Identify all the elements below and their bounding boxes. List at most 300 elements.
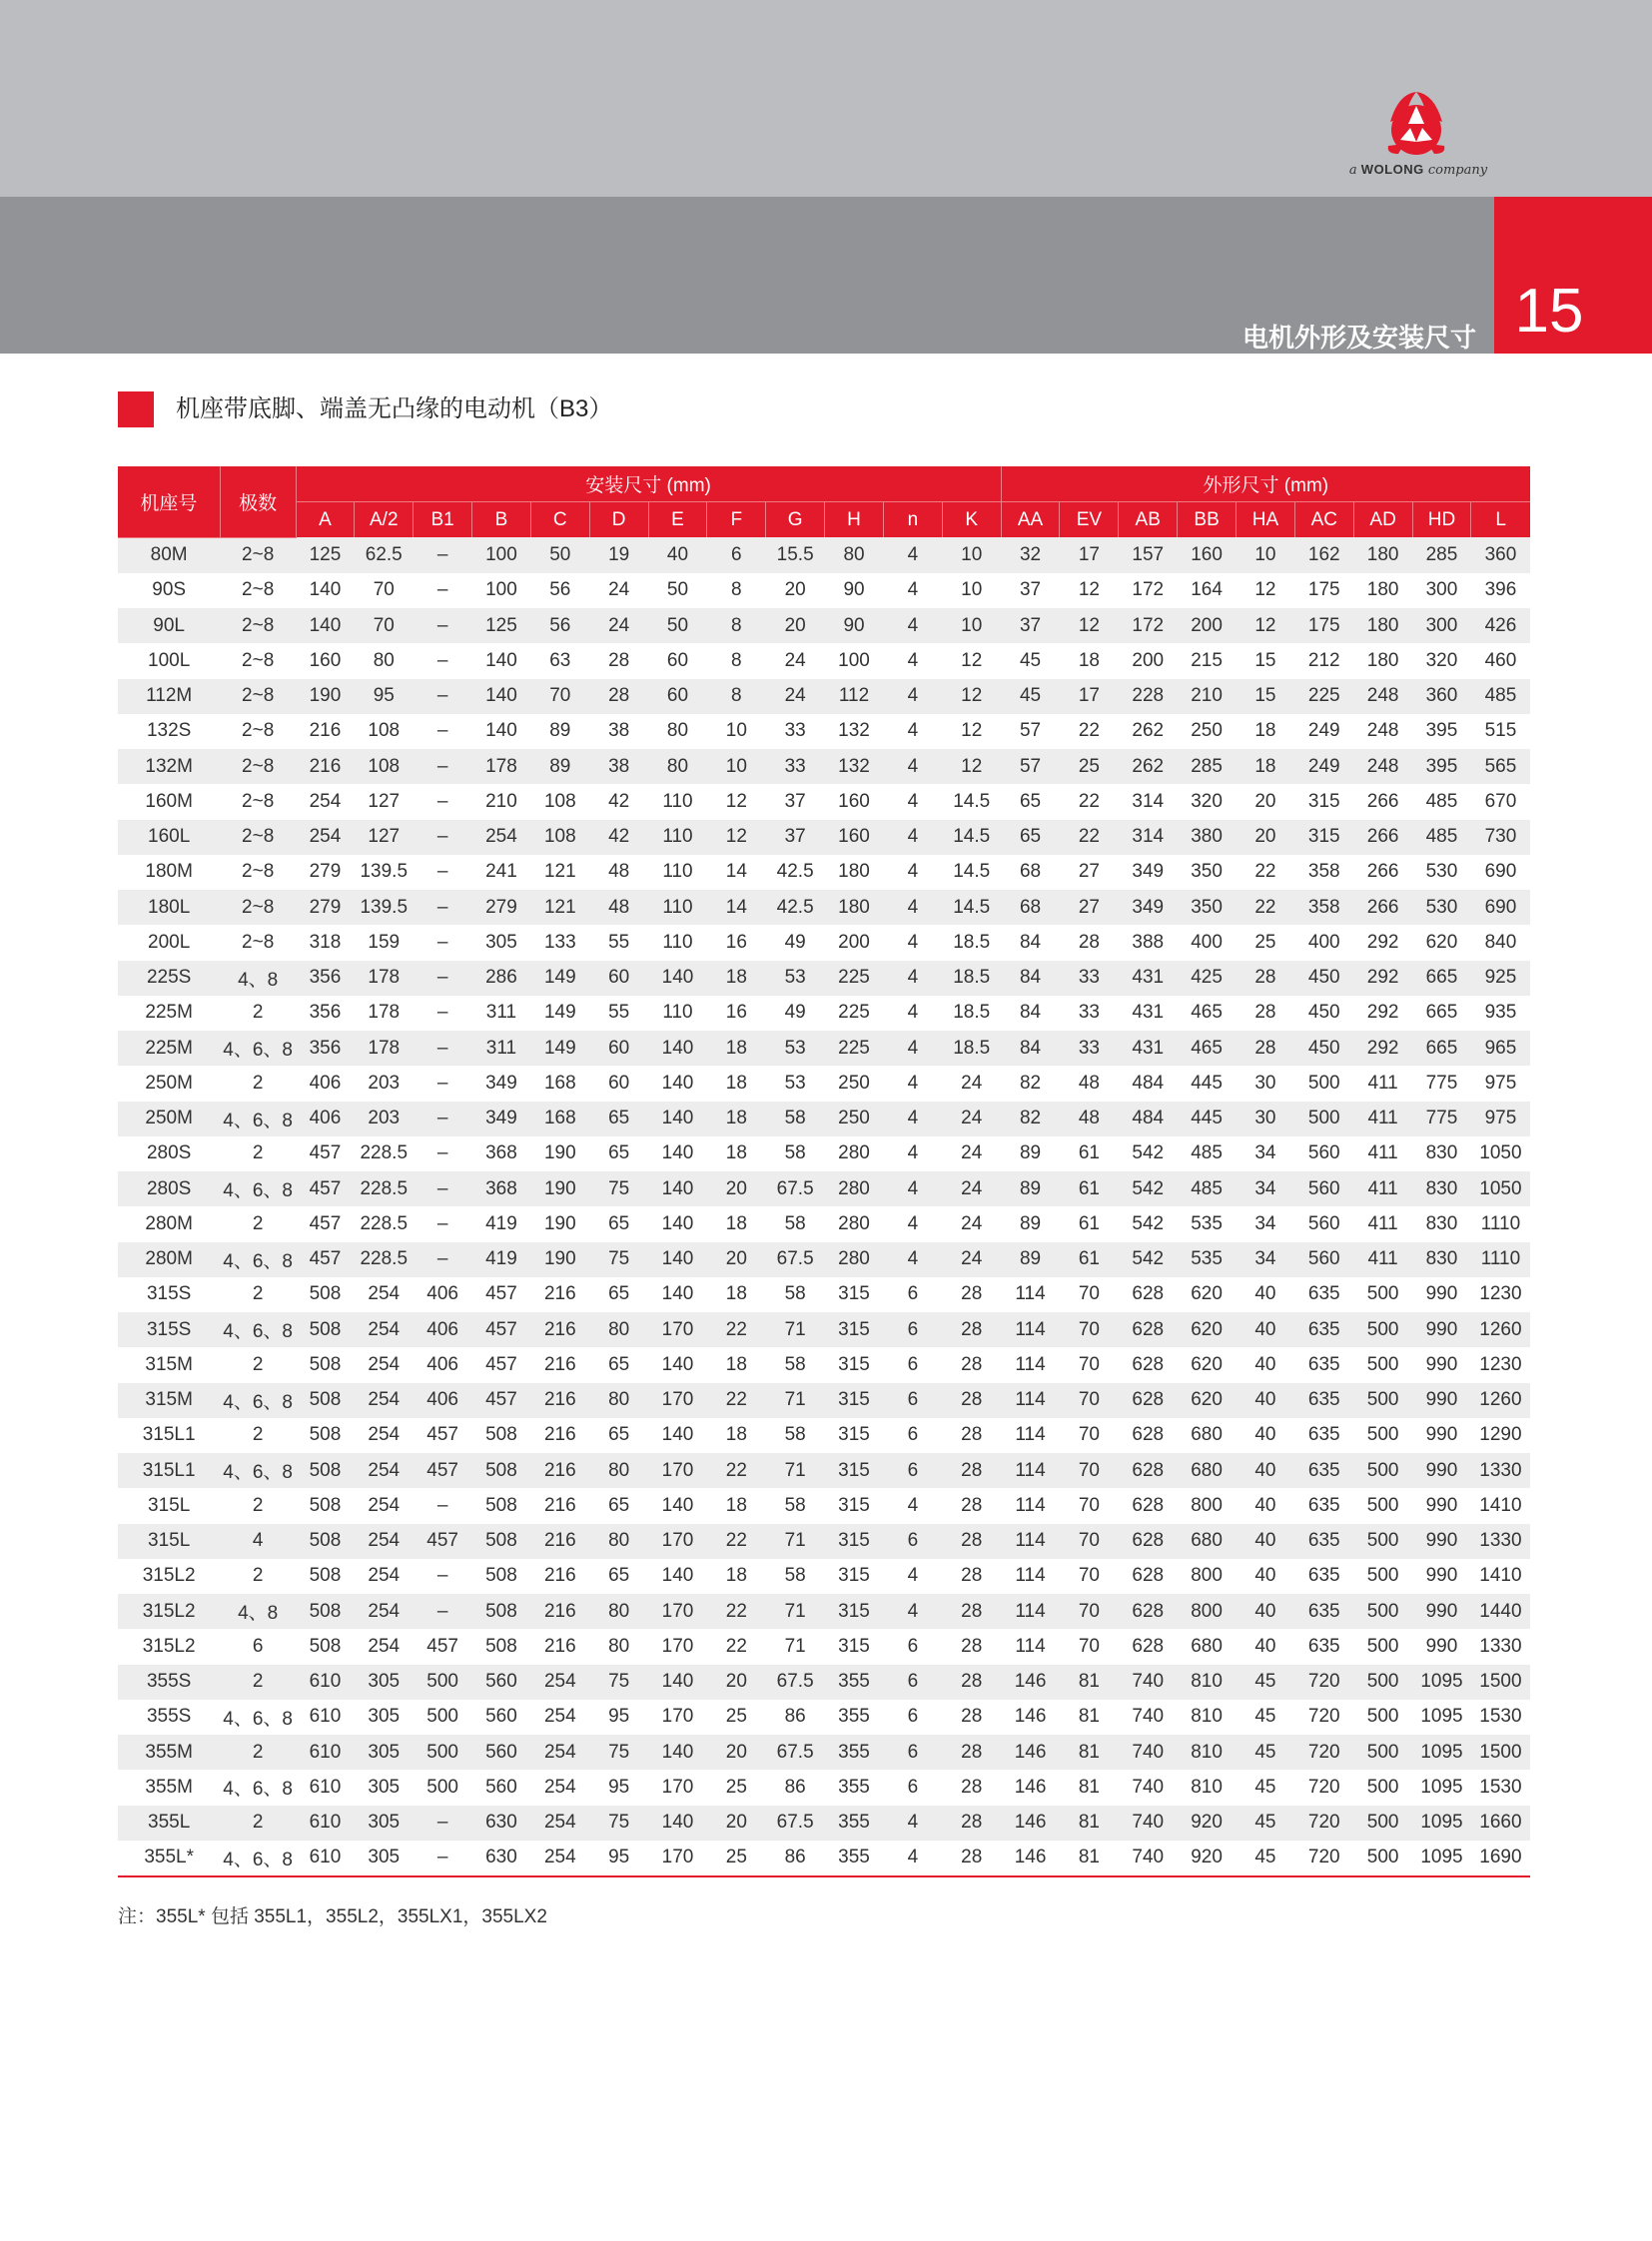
table-cell: 4 — [883, 1488, 942, 1523]
table-cell: 10 — [942, 608, 1001, 643]
table-row — [118, 1031, 1530, 1066]
table-cell: 60 — [589, 1066, 648, 1101]
table-cell: 22 — [1060, 784, 1119, 819]
table-cell: 81 — [1060, 1665, 1119, 1700]
table-cell: 740 — [1119, 1665, 1178, 1700]
table-cell: 140 — [648, 1418, 707, 1453]
table-cell: 720 — [1294, 1735, 1353, 1770]
table-cell: 71 — [766, 1594, 825, 1629]
table-cell: 65 — [1001, 784, 1060, 819]
table-cell: 1410 — [1471, 1488, 1530, 1523]
table-cell: 40 — [1237, 1383, 1295, 1418]
table-cell: 411 — [1353, 1102, 1412, 1136]
table-cell: 635 — [1294, 1594, 1353, 1629]
table-cell: – — [413, 643, 472, 678]
table-cell: 16 — [707, 996, 766, 1031]
table-cell: 114 — [1001, 1347, 1060, 1382]
table-cell: 12 — [707, 784, 766, 819]
table-cell: 1095 — [1412, 1770, 1471, 1805]
table-cell: 4 — [883, 1242, 942, 1277]
cell-frame: 225M — [118, 996, 220, 1031]
table-cell: 1095 — [1412, 1665, 1471, 1700]
table-cell: 140 — [648, 1665, 707, 1700]
table-cell: 12 — [942, 679, 1001, 714]
table-cell: 14 — [707, 855, 766, 890]
table-row — [118, 1594, 1530, 1629]
table-cell: 140 — [472, 714, 531, 749]
table-cell: 18 — [707, 1206, 766, 1241]
table-cell: 170 — [648, 1453, 707, 1488]
table-cell: 280 — [825, 1136, 884, 1171]
table-cell: 485 — [1178, 1136, 1237, 1171]
table-row — [118, 1277, 1530, 1312]
cell-poles: 2 — [220, 1136, 296, 1171]
table-cell: 24 — [766, 643, 825, 678]
table-cell: 635 — [1294, 1559, 1353, 1594]
table-cell: 149 — [530, 961, 589, 996]
table-cell: 530 — [1412, 890, 1471, 925]
table-cell: 628 — [1119, 1453, 1178, 1488]
table-cell: 349 — [472, 1102, 531, 1136]
cell-poles: 2~8 — [220, 784, 296, 819]
table-cell: 71 — [766, 1383, 825, 1418]
table-cell: 25 — [707, 1770, 766, 1805]
table-cell: 95 — [589, 1841, 648, 1876]
table-cell: 60 — [648, 679, 707, 714]
table-cell: 18 — [707, 1347, 766, 1382]
table-cell: 830 — [1412, 1206, 1471, 1241]
cell-frame: 90S — [118, 573, 220, 608]
table-cell: 175 — [1294, 608, 1353, 643]
cell-poles: 4、6、8 — [220, 1171, 296, 1206]
table-cell: 140 — [648, 1347, 707, 1382]
table-cell: 170 — [648, 1594, 707, 1629]
table-cell: 24 — [942, 1136, 1001, 1171]
header-col-ac: AC — [1294, 502, 1353, 538]
cell-frame: 132M — [118, 749, 220, 784]
table-cell: 1110 — [1471, 1206, 1530, 1241]
table-cell: 110 — [648, 820, 707, 855]
table-cell: 4 — [883, 855, 942, 890]
table-cell: 4 — [883, 890, 942, 925]
table-cell: 350 — [1178, 855, 1237, 890]
cell-frame: 315L2 — [118, 1559, 220, 1594]
table-cell: 457 — [296, 1206, 355, 1241]
table-cell: 10 — [707, 749, 766, 784]
table-cell: 8 — [707, 643, 766, 678]
table-cell: 1500 — [1471, 1735, 1530, 1770]
table-cell: 305 — [355, 1806, 413, 1841]
table-cell: 355 — [825, 1806, 884, 1841]
table-cell: 620 — [1178, 1312, 1237, 1347]
table-cell: 500 — [1353, 1277, 1412, 1312]
table-cell: – — [413, 537, 472, 573]
table-cell: 114 — [1001, 1524, 1060, 1559]
table-cell: 990 — [1412, 1629, 1471, 1664]
table-cell: 254 — [355, 1488, 413, 1523]
table-cell: 542 — [1119, 1206, 1178, 1241]
table-cell: 720 — [1294, 1665, 1353, 1700]
cell-frame: 200L — [118, 925, 220, 960]
table-cell: 70 — [1060, 1559, 1119, 1594]
table-row — [118, 1136, 1530, 1171]
table-cell: 162 — [1294, 537, 1353, 573]
table-cell: 24 — [942, 1102, 1001, 1136]
table-cell: 50 — [530, 537, 589, 573]
table-cell: 80 — [589, 1524, 648, 1559]
cell-frame: 180L — [118, 890, 220, 925]
table-cell: 635 — [1294, 1277, 1353, 1312]
table-cell: 431 — [1119, 996, 1178, 1031]
header-poles: 极数 — [220, 466, 296, 537]
table-cell: 542 — [1119, 1242, 1178, 1277]
cell-poles: 2 — [220, 1277, 296, 1312]
table-cell: 990 — [1412, 1383, 1471, 1418]
table-cell: 56 — [530, 608, 589, 643]
table-cell: 254 — [355, 1453, 413, 1488]
table-cell: – — [413, 1242, 472, 1277]
table-cell: 720 — [1294, 1770, 1353, 1805]
table-cell: 70 — [1060, 1629, 1119, 1664]
table-cell: 610 — [296, 1770, 355, 1805]
table-row — [118, 573, 1530, 608]
table-row — [118, 1171, 1530, 1206]
table-cell: 457 — [472, 1312, 531, 1347]
table-cell: 8 — [707, 679, 766, 714]
table-cell: 10 — [942, 537, 1001, 573]
table-cell: 33 — [1060, 961, 1119, 996]
table-cell: 70 — [1060, 1383, 1119, 1418]
table-cell: 305 — [472, 925, 531, 960]
table-cell: 24 — [589, 608, 648, 643]
table-cell: 200 — [1119, 643, 1178, 678]
table-cell: 6 — [883, 1453, 942, 1488]
table-cell: 81 — [1060, 1700, 1119, 1735]
table-cell: 45 — [1237, 1735, 1295, 1770]
table-cell: 200 — [825, 925, 884, 960]
table-cell: 620 — [1178, 1347, 1237, 1382]
table-cell: 349 — [472, 1066, 531, 1101]
table-cell: 40 — [648, 537, 707, 573]
table-cell: 925 — [1471, 961, 1530, 996]
table-cell: 6 — [707, 537, 766, 573]
table-cell: 45 — [1001, 643, 1060, 678]
table-cell: 190 — [530, 1206, 589, 1241]
table-cell: 400 — [1178, 925, 1237, 960]
table-cell: 508 — [296, 1418, 355, 1453]
table-cell: 140 — [648, 1066, 707, 1101]
table-cell: 216 — [530, 1524, 589, 1559]
cell-frame: 315L1 — [118, 1453, 220, 1488]
table-cell: 315 — [825, 1559, 884, 1594]
table-cell: 530 — [1412, 855, 1471, 890]
table-cell: 216 — [530, 1347, 589, 1382]
table-cell: 216 — [530, 1383, 589, 1418]
table-cell: 457 — [413, 1418, 472, 1453]
table-cell: 8 — [707, 608, 766, 643]
table-cell: 560 — [472, 1770, 531, 1805]
table-cell: 100 — [472, 537, 531, 573]
table-cell: 55 — [589, 996, 648, 1031]
table-cell: 140 — [648, 1031, 707, 1066]
cell-frame: 315L — [118, 1488, 220, 1523]
table-cell: 70 — [1060, 1312, 1119, 1347]
header-col-a: A — [296, 502, 355, 538]
table-cell: 1050 — [1471, 1171, 1530, 1206]
table-cell: 149 — [530, 996, 589, 1031]
table-cell: 89 — [530, 749, 589, 784]
table-cell: 146 — [1001, 1806, 1060, 1841]
table-cell: 254 — [530, 1806, 589, 1841]
table-row — [118, 890, 1530, 925]
table-cell: 27 — [1060, 890, 1119, 925]
table-cell: 279 — [296, 855, 355, 890]
table-cell: 24 — [942, 1171, 1001, 1206]
table-cell: 560 — [1294, 1171, 1353, 1206]
table-cell: 6 — [883, 1735, 942, 1770]
table-row — [118, 1700, 1530, 1735]
table-cell: – — [413, 1206, 472, 1241]
table-cell: 500 — [1353, 1665, 1412, 1700]
table-cell: 500 — [1353, 1488, 1412, 1523]
table-cell: 80 — [589, 1453, 648, 1488]
table-cell: 84 — [1001, 996, 1060, 1031]
table-cell: 508 — [296, 1453, 355, 1488]
table-cell: 84 — [1001, 1031, 1060, 1066]
table-cell: 457 — [296, 1242, 355, 1277]
table-cell: 535 — [1178, 1242, 1237, 1277]
table-cell: 508 — [296, 1277, 355, 1312]
cell-frame: 280S — [118, 1136, 220, 1171]
table-cell: 450 — [1294, 961, 1353, 996]
table-cell: 356 — [296, 1031, 355, 1066]
table-cell: 45 — [1237, 1665, 1295, 1700]
cell-frame: 355M — [118, 1770, 220, 1805]
table-cell: 75 — [589, 1665, 648, 1700]
table-cell: 100 — [825, 643, 884, 678]
table-cell: 500 — [1353, 1453, 1412, 1488]
table-cell: 1330 — [1471, 1524, 1530, 1559]
table-cell: 61 — [1060, 1171, 1119, 1206]
table-cell: 18 — [707, 1031, 766, 1066]
header-col-n: n — [883, 502, 942, 538]
table-cell: 800 — [1178, 1559, 1237, 1594]
table-cell: 4 — [883, 1806, 942, 1841]
table-cell: 1330 — [1471, 1453, 1530, 1488]
table-cell: 14 — [707, 890, 766, 925]
table-cell: 20 — [766, 608, 825, 643]
table-cell: 215 — [1178, 643, 1237, 678]
table-cell: 180 — [825, 855, 884, 890]
table-cell: 6 — [883, 1383, 942, 1418]
table-cell: 680 — [1178, 1629, 1237, 1664]
table-cell: 190 — [530, 1136, 589, 1171]
table-cell: 457 — [296, 1171, 355, 1206]
table-cell: 1530 — [1471, 1770, 1530, 1805]
table-cell: 254 — [296, 820, 355, 855]
table-cell: 315 — [825, 1312, 884, 1347]
table-cell: 45 — [1237, 1806, 1295, 1841]
table-cell: 4 — [883, 784, 942, 819]
table-cell: 670 — [1471, 784, 1530, 819]
cell-poles: 6 — [220, 1629, 296, 1664]
table-cell: 139.5 — [355, 855, 413, 890]
table-cell: 127 — [355, 784, 413, 819]
table-cell: 315 — [825, 1418, 884, 1453]
table-cell: 18 — [707, 1136, 766, 1171]
table-cell: 254 — [355, 1524, 413, 1559]
table-cell: 620 — [1178, 1383, 1237, 1418]
table-cell: 228.5 — [355, 1136, 413, 1171]
table-cell: 110 — [648, 890, 707, 925]
table-cell: 4 — [883, 1206, 942, 1241]
table-cell: 610 — [296, 1841, 355, 1876]
table-cell: 225 — [825, 1031, 884, 1066]
table-cell: 254 — [355, 1559, 413, 1594]
table-cell: 990 — [1412, 1524, 1471, 1559]
table-cell: 360 — [1412, 679, 1471, 714]
table-cell: 212 — [1294, 643, 1353, 678]
table-cell: 60 — [589, 961, 648, 996]
table-cell: 95 — [589, 1770, 648, 1805]
table-cell: 286 — [472, 961, 531, 996]
table-cell: 542 — [1119, 1136, 1178, 1171]
table-cell: 665 — [1412, 1031, 1471, 1066]
table-heading: 机座带底脚、端盖无凸缘的电动机（B3） — [176, 395, 613, 422]
table-cell: 28 — [942, 1524, 1001, 1559]
cell-frame: 315M — [118, 1347, 220, 1382]
table-cell: 18.5 — [942, 1031, 1001, 1066]
cell-frame: 280M — [118, 1206, 220, 1241]
table-cell: 160 — [825, 784, 884, 819]
table-cell: 12 — [1060, 608, 1119, 643]
table-row — [118, 1102, 1530, 1136]
table-cell: 457 — [413, 1453, 472, 1488]
table-cell: 30 — [1237, 1066, 1295, 1101]
table-cell: 168 — [530, 1066, 589, 1101]
cell-poles: 2 — [220, 1806, 296, 1841]
table-cell: 315 — [1294, 820, 1353, 855]
table-cell: 396 — [1471, 573, 1530, 608]
cell-poles: 2 — [220, 1206, 296, 1241]
table-cell: 990 — [1412, 1594, 1471, 1629]
table-cell: 139.5 — [355, 890, 413, 925]
table-cell: 12 — [1237, 608, 1295, 643]
header-frame: 机座号 — [118, 466, 220, 537]
table-cell: 28 — [589, 643, 648, 678]
table-cell: 292 — [1353, 1031, 1412, 1066]
table-cell: 355 — [825, 1700, 884, 1735]
table-cell: 4 — [883, 1066, 942, 1101]
table-cell: 508 — [296, 1383, 355, 1418]
table-cell: 216 — [296, 714, 355, 749]
cell-poles: 2~8 — [220, 714, 296, 749]
table-cell: 28 — [942, 1629, 1001, 1664]
table-cell: 810 — [1178, 1665, 1237, 1700]
table-cell: 311 — [472, 996, 531, 1031]
cell-poles: 4、6、8 — [220, 1383, 296, 1418]
cell-frame: 315L2 — [118, 1594, 220, 1629]
table-cell: – — [413, 1102, 472, 1136]
table-cell: 37 — [1001, 608, 1060, 643]
table-cell: 14.5 — [942, 784, 1001, 819]
table-cell: 20 — [1237, 820, 1295, 855]
table-cell: 6 — [883, 1665, 942, 1700]
table-cell: 157 — [1119, 537, 1178, 573]
table-cell: 40 — [1237, 1594, 1295, 1629]
table-cell: 28 — [942, 1594, 1001, 1629]
table-cell: 485 — [1412, 784, 1471, 819]
table-cell: 406 — [296, 1066, 355, 1101]
table-cell: – — [413, 1488, 472, 1523]
cell-frame: 315L1 — [118, 1418, 220, 1453]
table-cell: 1230 — [1471, 1347, 1530, 1382]
cell-frame: 132S — [118, 714, 220, 749]
table-cell: 411 — [1353, 1171, 1412, 1206]
cell-poles: 2 — [220, 1735, 296, 1770]
table-header-row-groups — [118, 466, 1530, 502]
header-col-e: E — [648, 502, 707, 538]
table-cell: 146 — [1001, 1735, 1060, 1770]
table-cell: 110 — [648, 784, 707, 819]
table-cell: 4 — [883, 749, 942, 784]
cell-frame: 160L — [118, 820, 220, 855]
table-cell: 1260 — [1471, 1312, 1530, 1347]
table-cell: 12 — [942, 749, 1001, 784]
header-col-d: D — [589, 502, 648, 538]
cell-poles: 2~8 — [220, 820, 296, 855]
table-cell: 292 — [1353, 996, 1412, 1031]
table-cell: 1110 — [1471, 1242, 1530, 1277]
table-cell: 500 — [1353, 1629, 1412, 1664]
table-cell: 80 — [589, 1312, 648, 1347]
table-cell: 635 — [1294, 1383, 1353, 1418]
table-cell: 140 — [648, 1102, 707, 1136]
cell-poles: 4、6、8 — [220, 1453, 296, 1488]
table-cell: 38 — [589, 714, 648, 749]
table-cell: 57 — [1001, 714, 1060, 749]
table-cell: 33 — [766, 749, 825, 784]
table-row — [118, 1841, 1530, 1876]
table-cell: 71 — [766, 1312, 825, 1347]
dimension-table — [118, 466, 1530, 1877]
table-cell: 33 — [1060, 996, 1119, 1031]
table-row — [118, 820, 1530, 855]
table-cell: 406 — [413, 1277, 472, 1312]
table-cell: 508 — [296, 1559, 355, 1594]
cell-poles: 4、8 — [220, 961, 296, 996]
table-cell: 800 — [1178, 1488, 1237, 1523]
table-cell: 65 — [1001, 820, 1060, 855]
table-cell: 254 — [530, 1770, 589, 1805]
table-cell: 1330 — [1471, 1629, 1530, 1664]
table-cell: 12 — [942, 714, 1001, 749]
table-cell: 1095 — [1412, 1806, 1471, 1841]
table-cell: 254 — [530, 1665, 589, 1700]
table-cell: 15.5 — [766, 537, 825, 573]
table-cell: 20 — [707, 1171, 766, 1206]
table-cell: 86 — [766, 1841, 825, 1876]
table-cell: 17 — [1060, 537, 1119, 573]
table-cell: 58 — [766, 1559, 825, 1594]
table-cell: 110 — [648, 855, 707, 890]
cell-poles: 2 — [220, 1488, 296, 1523]
table-cell: 28 — [942, 1453, 1001, 1488]
table-cell: 164 — [1178, 573, 1237, 608]
table-cell: 140 — [296, 608, 355, 643]
table-cell: 22 — [1060, 820, 1119, 855]
table-cell: 830 — [1412, 1136, 1471, 1171]
